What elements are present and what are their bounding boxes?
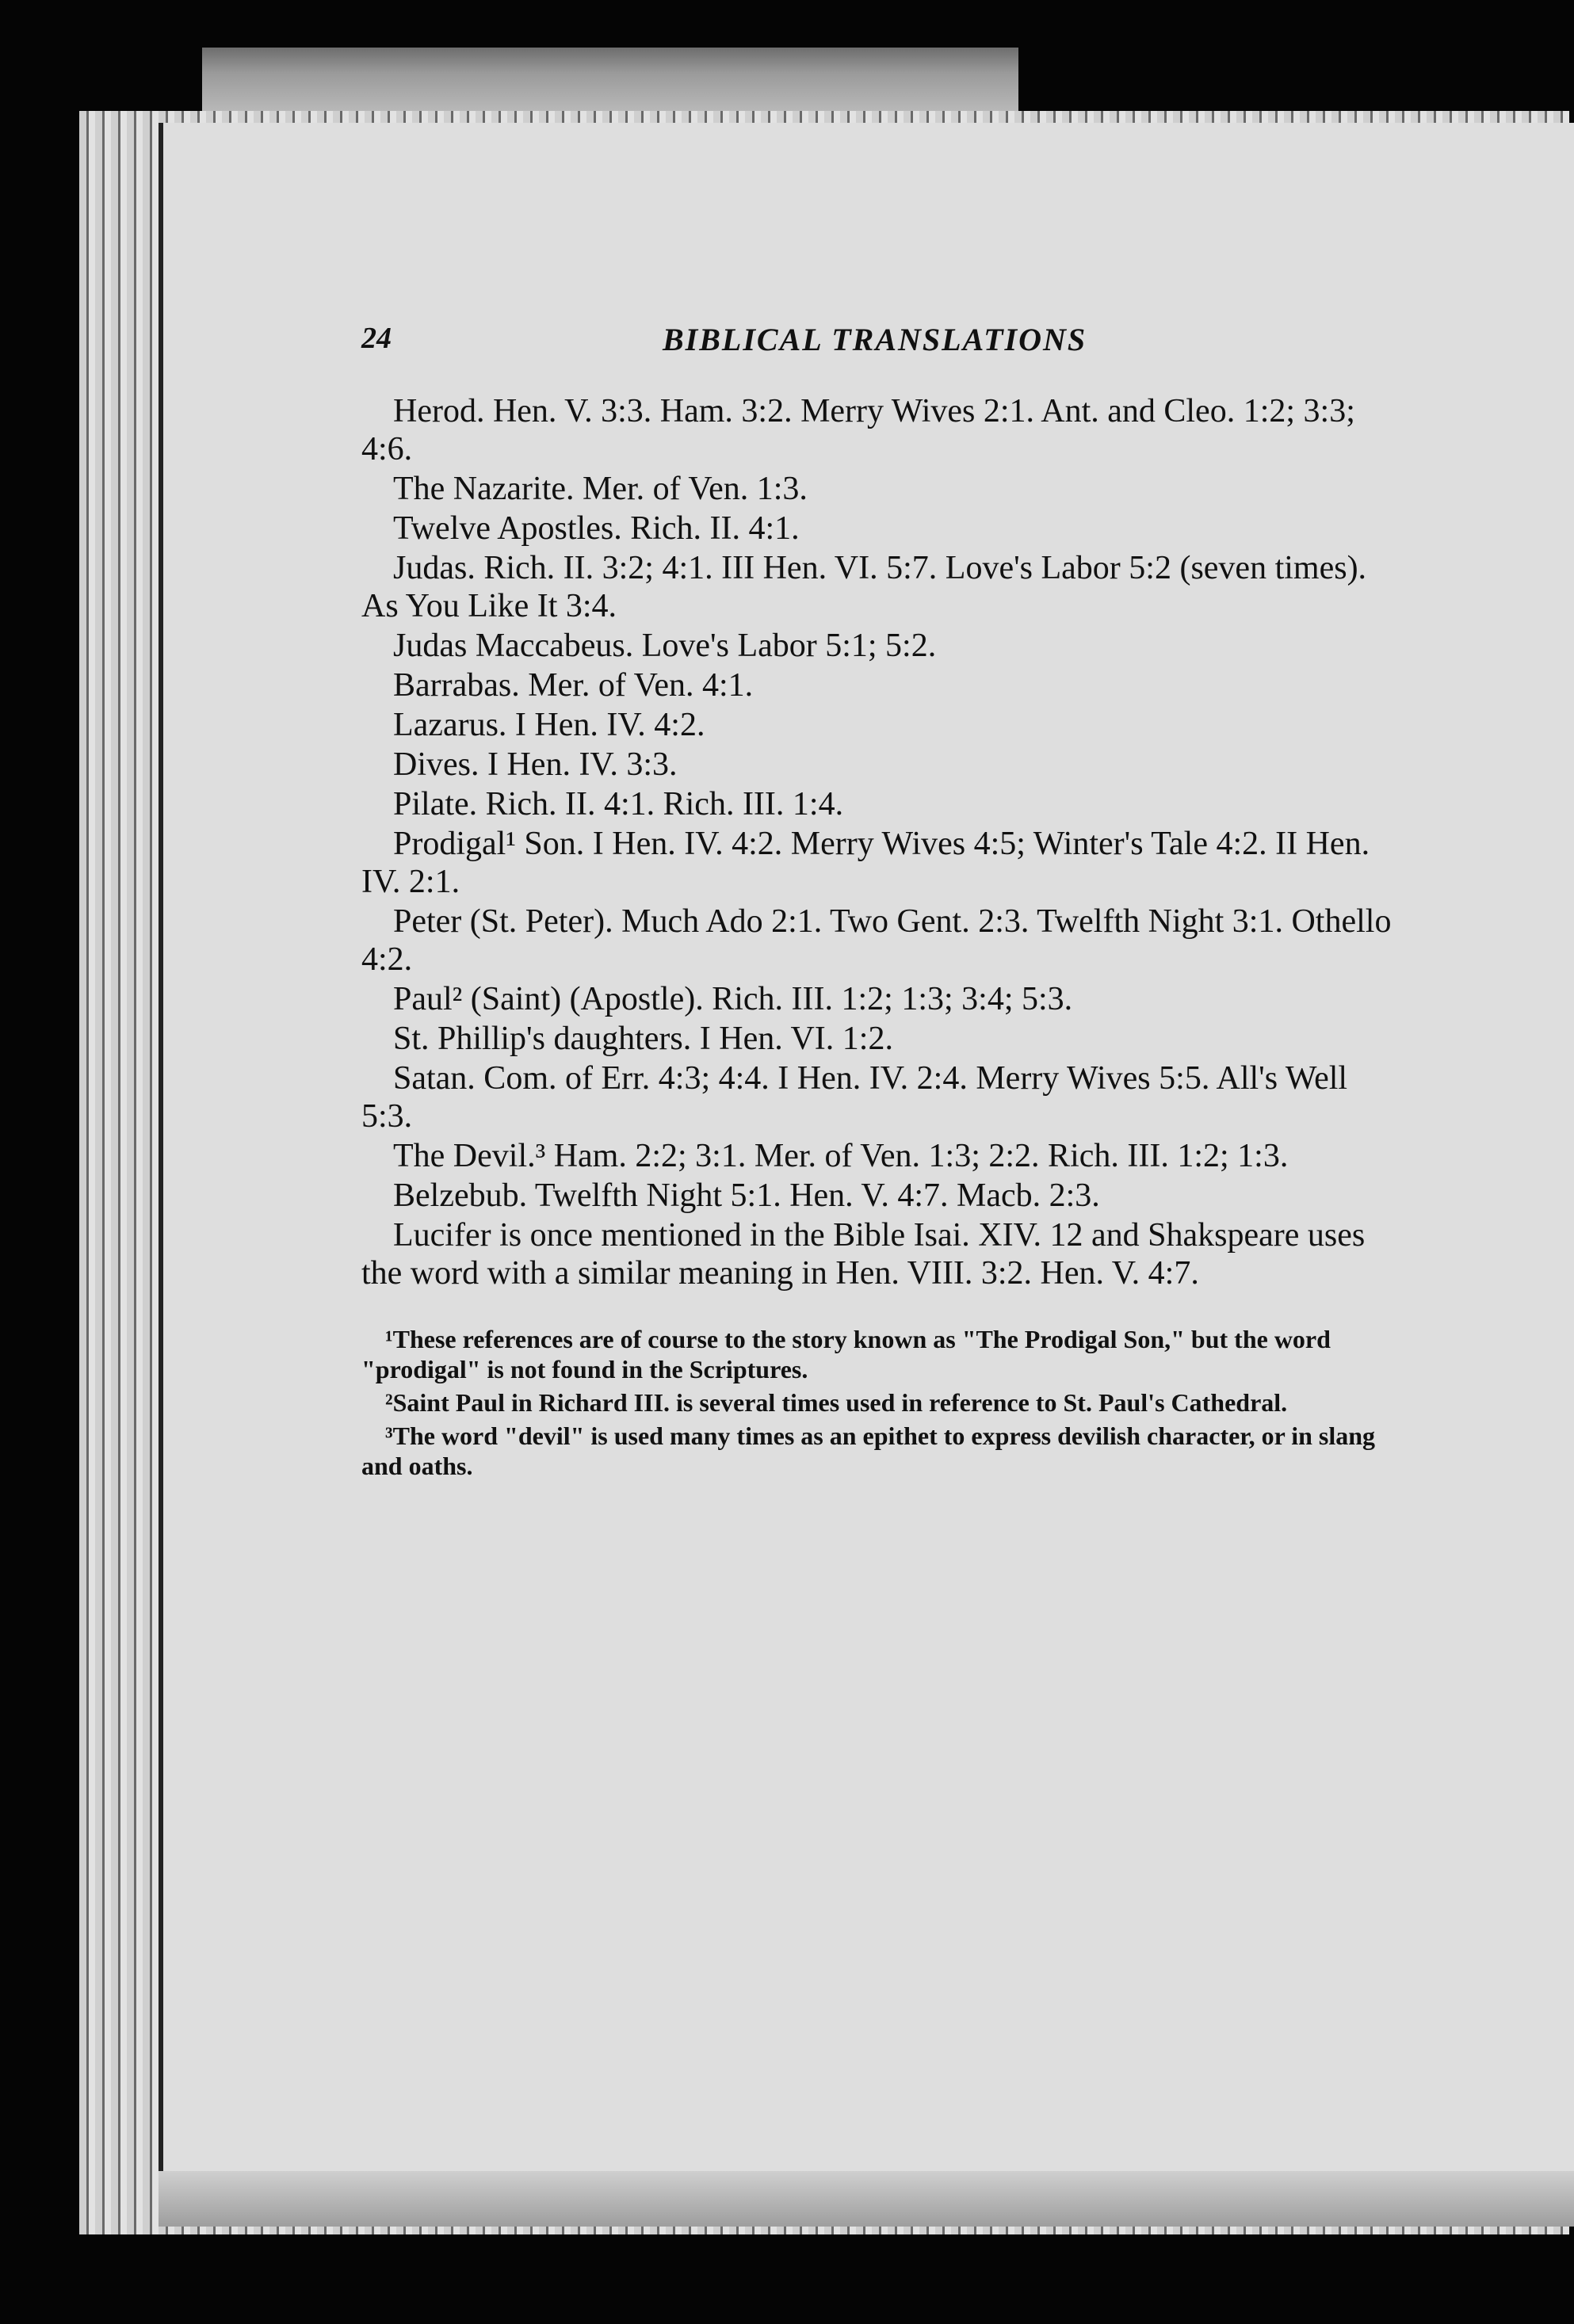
entry-nazarite: The Nazarite. Mer. of Ven. 1:3. <box>393 471 808 507</box>
entry-judas: Judas. Rich. II. 3:2; 4:1. III Hen. VI. 5:7. Love's Labor 5:2 (seven times). As You Like It 3:4. <box>361 550 1373 624</box>
entry-devil: The Devil.³ Ham. 2:2; 3:1. Mer. of Ven. 1:3; 2:2. Rich. III. 1:2; 1:3. <box>393 1138 1289 1174</box>
entry-dives: Dives. I Hen. IV. 3:3. <box>393 746 678 783</box>
entry-barrabas: Barrabas. Mer. of Ven. 4:1. <box>393 667 754 704</box>
entry-twelve-apostles: Twelve Apostles. Rich. II. 4:1. <box>393 510 800 547</box>
footnote-3: ³The word "devil" is used many times as an epithet to express devilish character, or in slang and oaths. <box>361 1421 1376 1480</box>
entry-judas-maccabeus: Judas Maccabeus. Love's Labor 5:1; 5:2. <box>393 628 937 664</box>
page-number: 24 <box>361 322 392 355</box>
entry-satan: Satan. Com. of Err. 4:3; 4:4. I Hen. IV. 2:4. Merry Wives 5:5. All's Well 5:3. <box>361 1060 1356 1135</box>
page-content <box>361 321 1400 1484</box>
entry-paul: Paul² (Saint) (Apostle). Rich. III. 1:2; 1:3; 3:4; 5:3. <box>393 981 1073 1017</box>
entry-pilate: Pilate. Rich. II. 4:1. Rich. III. 1:4. <box>393 786 844 822</box>
page-header <box>361 321 1392 376</box>
running-head: BIBLICAL TRANSLATIONS <box>663 322 1087 357</box>
top-binding-strip <box>202 48 1018 111</box>
book-page <box>159 123 1574 2223</box>
entry-prodigal-son: Prodigal¹ Son. I Hen. IV. 4:2. Merry Wives 4:5; Winter's Tale 4:2. II Hen. IV. 2:1. <box>361 826 1378 900</box>
footnotes <box>361 1324 1392 1481</box>
page-bottom-shadow <box>159 2171 1574 2227</box>
footnote-2: ²Saint Paul in Richard III. is several times used in reference to St. Paul's Cathedral. <box>385 1388 1288 1417</box>
reference-list <box>361 392 1400 1292</box>
entry-lucifer: Lucifer is once mentioned in the Bible Isai. XIV. 12 and Shakspeare uses the word with a similar meaning in Hen. VIII. 3:2. Hen. V. 4:7. <box>361 1217 1373 1292</box>
entry-peter: Peter (St. Peter). Much Ado 2:1. Two Gent. 2:3. Twelfth Night 3:1. Othello 4:2. <box>361 903 1400 978</box>
entry-phillips-daughters: St. Phillip's daughters. I Hen. VI. 1:2. <box>393 1021 893 1057</box>
entry-lazarus: Lazarus. I Hen. IV. 4:2. <box>393 707 705 743</box>
entry-herod: Herod. Hen. V. 3:3. Ham. 3:2. Merry Wives 2:1. Ant. and Cleo. 1:2; 3:3; 4:6. <box>361 393 1364 467</box>
entry-belzebub: Belzebub. Twelfth Night 5:1. Hen. V. 4:7. Macb. 2:3. <box>393 1177 1100 1214</box>
footnote-1: ¹These references are of course to the story known as "The Prodigal Son," but the word "prodigal" is not found in the Scriptures. <box>361 1325 1331 1383</box>
